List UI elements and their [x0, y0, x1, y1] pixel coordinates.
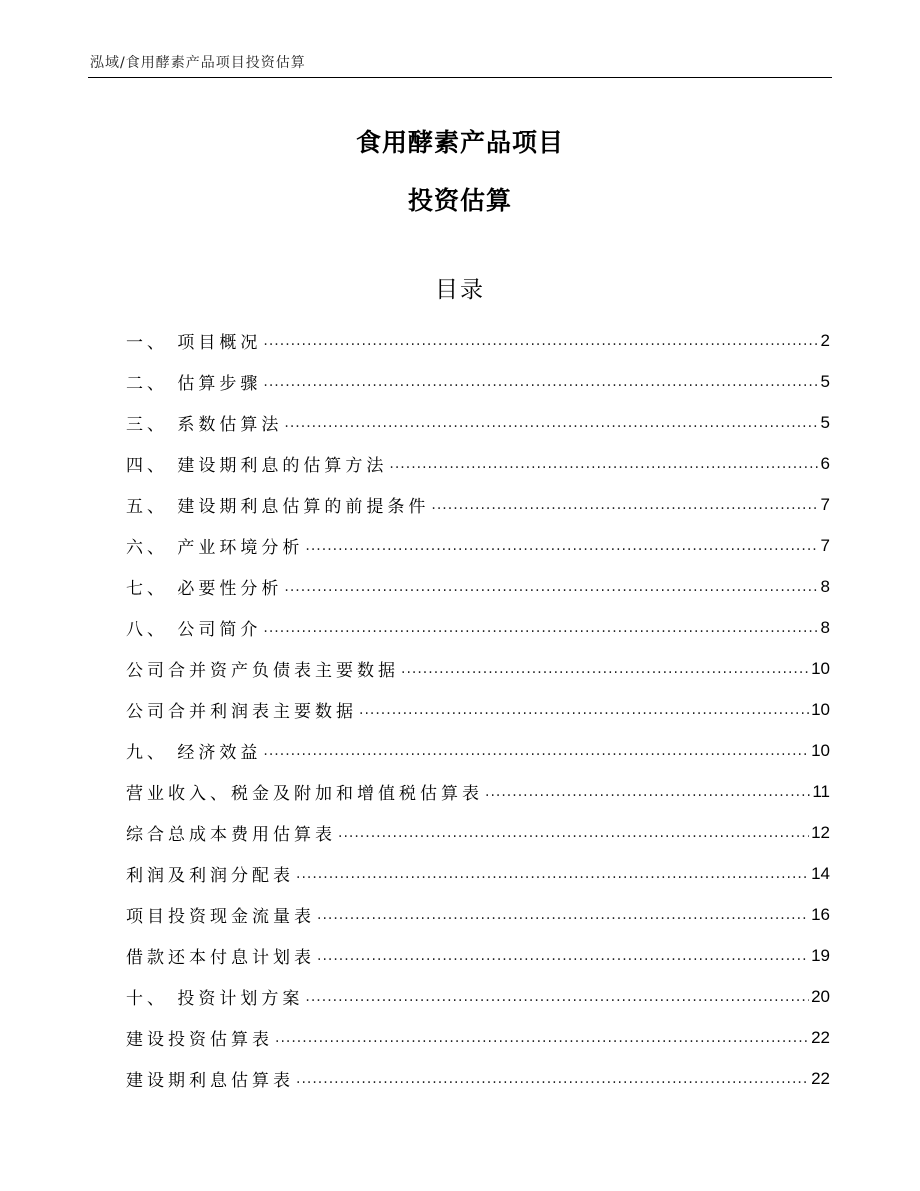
toc-dot-leader	[485, 784, 810, 800]
toc-entry-page: 14	[811, 863, 830, 883]
toc-dot-leader	[296, 866, 809, 882]
toc-entry-page: 12	[811, 822, 830, 842]
toc-entry[interactable]	[126, 361, 830, 402]
toc-entry-page: 22	[811, 1027, 830, 1047]
toc-entry-page: 8	[820, 617, 830, 637]
toc-entry-page: 7	[820, 535, 830, 555]
toc-entry[interactable]	[126, 894, 830, 935]
toc-dot-leader	[401, 661, 809, 677]
toc-entry-page: 7	[820, 494, 830, 514]
toc-entry[interactable]	[126, 566, 830, 607]
document-title-line-2: 投资估算	[407, 186, 512, 215]
toc-entry[interactable]	[126, 689, 830, 730]
toc-entry-label: 七、 必要性分析	[126, 579, 283, 599]
document-title-line-1: 食用酵素产品项目	[355, 128, 564, 157]
toc-entry[interactable]	[126, 607, 830, 648]
toc-entry-label: 五、 建设期利息估算的前提条件	[126, 497, 430, 517]
toc-entry[interactable]	[126, 1017, 830, 1058]
toc-entry-label: 九、 经济效益	[126, 743, 262, 763]
toc-entry-label: 八、 公司简介	[126, 620, 262, 640]
toc-dot-leader	[305, 538, 818, 554]
toc-entry[interactable]	[126, 648, 830, 689]
toc-entry-label: 二、 估算步骤	[126, 374, 262, 394]
toc-entry[interactable]	[126, 771, 830, 812]
toc-dot-leader	[263, 374, 818, 390]
toc-entry-label: 项目投资现金流量表	[126, 907, 315, 927]
toc-dot-leader	[296, 1071, 809, 1087]
toc-entry[interactable]	[126, 484, 830, 525]
toc-entry-label: 六、 产业环境分析	[126, 538, 304, 558]
toc-entry[interactable]	[126, 730, 830, 771]
toc-entry-label: 公司合并利润表主要数据	[126, 702, 357, 722]
toc-dot-leader	[263, 743, 809, 759]
toc-entry-label: 建设期利息估算表	[126, 1071, 294, 1091]
toc-entry-label: 十、 投资计划方案	[126, 989, 304, 1009]
toc-dot-leader	[275, 1030, 809, 1046]
table-of-contents	[126, 320, 830, 1099]
toc-dot-leader	[317, 948, 809, 964]
toc-heading: 目录	[435, 277, 485, 303]
toc-entry-label: 借款还本付息计划表	[126, 948, 315, 968]
toc-entry-label: 综合总成本费用估算表	[126, 825, 336, 845]
toc-dot-leader	[284, 579, 818, 595]
toc-entry[interactable]	[126, 935, 830, 976]
toc-dot-leader	[263, 333, 818, 349]
toc-dot-leader	[284, 415, 818, 431]
toc-dot-leader	[263, 620, 818, 636]
toc-entry[interactable]	[126, 976, 830, 1017]
toc-entry[interactable]	[126, 402, 830, 443]
toc-dot-leader	[305, 989, 809, 1005]
toc-entry-label: 三、 系数估算法	[126, 415, 283, 435]
toc-entry-page: 10	[811, 699, 830, 719]
toc-dot-leader	[338, 825, 809, 841]
toc-dot-leader	[431, 497, 818, 513]
running-header: 泓域/食用酵素产品项目投资估算	[90, 55, 306, 71]
toc-entry[interactable]	[126, 320, 830, 361]
toc-dot-leader	[389, 456, 818, 472]
toc-entry-label: 四、 建设期利息的估算方法	[126, 456, 388, 476]
toc-entry-page: 5	[820, 371, 830, 391]
toc-entry-page: 5	[820, 412, 830, 432]
toc-dot-leader	[359, 702, 809, 718]
toc-entry-page: 16	[811, 904, 830, 924]
toc-entry-page: 8	[820, 576, 830, 596]
toc-entry-page: 10	[811, 658, 830, 678]
toc-dot-leader	[317, 907, 809, 923]
toc-entry-label: 建设投资估算表	[126, 1030, 273, 1050]
toc-entry[interactable]	[126, 853, 830, 894]
toc-entry-label: 一、 项目概况	[126, 333, 262, 353]
toc-entry[interactable]	[126, 525, 830, 566]
header-divider	[88, 77, 832, 78]
toc-entry-page: 19	[811, 945, 830, 965]
toc-entry[interactable]	[126, 443, 830, 484]
toc-entry-page: 6	[820, 453, 830, 473]
toc-entry-page: 20	[811, 986, 830, 1006]
toc-entry-page: 22	[811, 1068, 830, 1088]
toc-entry-page: 11	[812, 781, 830, 801]
toc-entry-label: 利润及利润分配表	[126, 866, 294, 886]
toc-entry-page: 10	[811, 740, 830, 760]
toc-entry-page: 2	[820, 330, 830, 350]
toc-entry[interactable]	[126, 812, 830, 853]
toc-entry[interactable]	[126, 1058, 830, 1099]
toc-entry-label: 公司合并资产负债表主要数据	[126, 661, 399, 681]
toc-entry-label: 营业收入、税金及附加和增值税估算表	[126, 784, 483, 804]
